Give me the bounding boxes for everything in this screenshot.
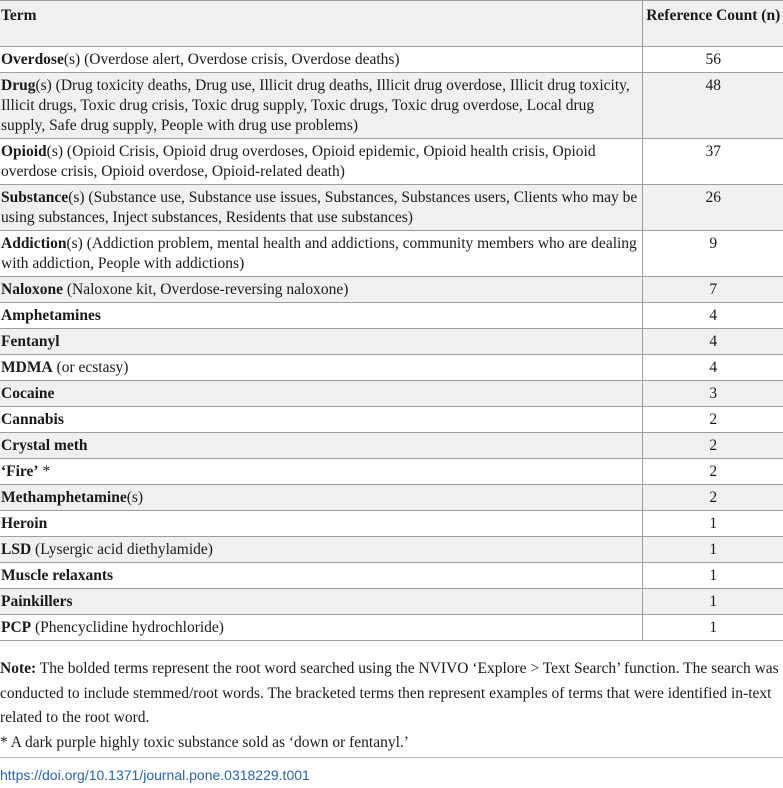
reference-count-cell: 3 bbox=[642, 381, 783, 407]
root-term: MDMA bbox=[1, 359, 53, 376]
term-cell bbox=[0, 231, 642, 277]
related-terms: * bbox=[38, 463, 51, 480]
table-row bbox=[0, 537, 783, 563]
term-cell bbox=[0, 433, 642, 459]
term-cell bbox=[0, 615, 642, 641]
note-text: The bolded terms represent the root word searched using the NVIVO ‘Explore > Text Search’ function. The search was conducted to include stemmed/root words. The bracketed terms then represent examples of terms that were identified in-text related to the root word. bbox=[0, 660, 779, 726]
table-row bbox=[0, 589, 783, 615]
table-row bbox=[0, 73, 783, 139]
reference-count-cell: 1 bbox=[642, 511, 783, 537]
root-term: Muscle relaxants bbox=[1, 567, 114, 584]
related-terms: (Phencyclidine hydrochloride) bbox=[31, 619, 224, 636]
root-term: Overdose bbox=[1, 51, 64, 68]
reference-count-cell: 37 bbox=[642, 139, 783, 185]
note-paragraph bbox=[0, 657, 783, 731]
root-term: Addiction bbox=[1, 235, 67, 252]
term-cell bbox=[0, 303, 642, 329]
table-row bbox=[0, 277, 783, 303]
root-term: LSD bbox=[1, 541, 32, 558]
related-terms: (Naloxone kit, Overdose-reversing naloxone) bbox=[63, 281, 349, 298]
term-cell bbox=[0, 47, 642, 73]
root-term: Heroin bbox=[1, 515, 48, 532]
table-row bbox=[0, 355, 783, 381]
reference-count-cell: 56 bbox=[642, 47, 783, 73]
root-term: Painkillers bbox=[1, 593, 73, 610]
table-row bbox=[0, 231, 783, 277]
table-row bbox=[0, 139, 783, 185]
reference-count-cell: 4 bbox=[642, 303, 783, 329]
table-row bbox=[0, 329, 783, 355]
term-column-header: Term bbox=[0, 1, 642, 47]
reference-count-cell: 26 bbox=[642, 185, 783, 231]
related-terms: (s) (Drug toxicity deaths, Drug use, Illicit drug deaths, Illicit drug overdose, Illicit drug toxicity, Illicit drugs, Toxic drug crisis, Toxic drug supply, Toxic drugs, Toxic drug overdose, Local drug supply, Safe drug supply, People with drug use problems) bbox=[1, 77, 630, 134]
table-row bbox=[0, 563, 783, 589]
reference-count-cell: 1 bbox=[642, 589, 783, 615]
root-term: PCP bbox=[1, 619, 32, 636]
reference-count-cell: 2 bbox=[642, 433, 783, 459]
related-terms: (s) (Overdose alert, Overdose crisis, Overdose deaths) bbox=[63, 51, 400, 68]
table-note bbox=[0, 657, 783, 755]
term-cell bbox=[0, 563, 642, 589]
term-cell bbox=[0, 537, 642, 563]
related-terms: (s) (Addiction problem, mental health and addictions, community members who are dealing with addiction, People with addictions) bbox=[1, 235, 637, 272]
root-term: ‘Fire’ bbox=[1, 463, 39, 480]
root-term: Crystal meth bbox=[1, 437, 88, 454]
table-row bbox=[0, 615, 783, 641]
reference-count-cell: 1 bbox=[642, 537, 783, 563]
root-term: Substance bbox=[1, 189, 69, 206]
table-row bbox=[0, 185, 783, 231]
table-row bbox=[0, 433, 783, 459]
term-cell bbox=[0, 381, 642, 407]
table-header-row bbox=[0, 1, 783, 47]
reference-count-cell: 1 bbox=[642, 615, 783, 641]
root-term: Drug bbox=[1, 77, 36, 94]
root-term: Opioid bbox=[1, 143, 47, 160]
root-term: Naloxone bbox=[1, 281, 63, 298]
note-label: Note: bbox=[0, 660, 37, 677]
term-cell bbox=[0, 139, 642, 185]
reference-count-cell: 1 bbox=[642, 563, 783, 589]
term-cell bbox=[0, 355, 642, 381]
related-terms: (s) (Substance use, Substance use issues, Substances, Substances users, Clients who may be using substances, Inject substances, Residents that use substances) bbox=[1, 189, 638, 226]
term-cell bbox=[0, 185, 642, 231]
term-cell bbox=[0, 589, 642, 615]
divider bbox=[0, 757, 783, 758]
reference-count-cell: 4 bbox=[642, 355, 783, 381]
term-cell bbox=[0, 485, 642, 511]
reference-count-cell: 2 bbox=[642, 485, 783, 511]
reference-count-cell: 2 bbox=[642, 459, 783, 485]
table-row bbox=[0, 381, 783, 407]
root-term: Fentanyl bbox=[1, 333, 60, 350]
reference-count-cell: 9 bbox=[642, 231, 783, 277]
reference-count-cell: 48 bbox=[642, 73, 783, 139]
table-row bbox=[0, 407, 783, 433]
table-row bbox=[0, 459, 783, 485]
table-row bbox=[0, 303, 783, 329]
footnote: * A dark purple highly toxic substance sold as ‘down or fentanyl.’ bbox=[0, 733, 409, 751]
table-row bbox=[0, 47, 783, 73]
term-cell bbox=[0, 459, 642, 485]
related-terms: (s) (Opioid Crisis, Opioid drug overdoses, Opioid epidemic, Opioid health crisis, Opioid overdose crisis, Opioid overdose, Opioid-related death) bbox=[1, 143, 596, 180]
term-cell bbox=[0, 511, 642, 537]
reference-count-column-header: Reference Count (n) bbox=[642, 1, 783, 47]
table-body bbox=[0, 47, 783, 641]
root-term: Methamphetamine bbox=[1, 489, 127, 506]
reference-count-cell: 4 bbox=[642, 329, 783, 355]
related-terms: (s) bbox=[126, 489, 144, 506]
term-cell bbox=[0, 277, 642, 303]
reference-count-cell: 2 bbox=[642, 407, 783, 433]
term-cell bbox=[0, 407, 642, 433]
doi-link[interactable]: https://doi.org/10.1371/journal.pone.0318229.t001 bbox=[0, 767, 310, 783]
term-cell bbox=[0, 329, 642, 355]
term-cell bbox=[0, 73, 642, 139]
related-terms: (Lysergic acid diethylamide) bbox=[31, 541, 213, 558]
root-term: Cannabis bbox=[1, 411, 64, 428]
root-term: Amphetamines bbox=[1, 307, 101, 324]
related-terms: (or ecstasy) bbox=[52, 359, 129, 376]
table-row bbox=[0, 511, 783, 537]
root-term: Cocaine bbox=[1, 385, 55, 402]
reference-count-cell: 7 bbox=[642, 277, 783, 303]
table-row bbox=[0, 485, 783, 511]
